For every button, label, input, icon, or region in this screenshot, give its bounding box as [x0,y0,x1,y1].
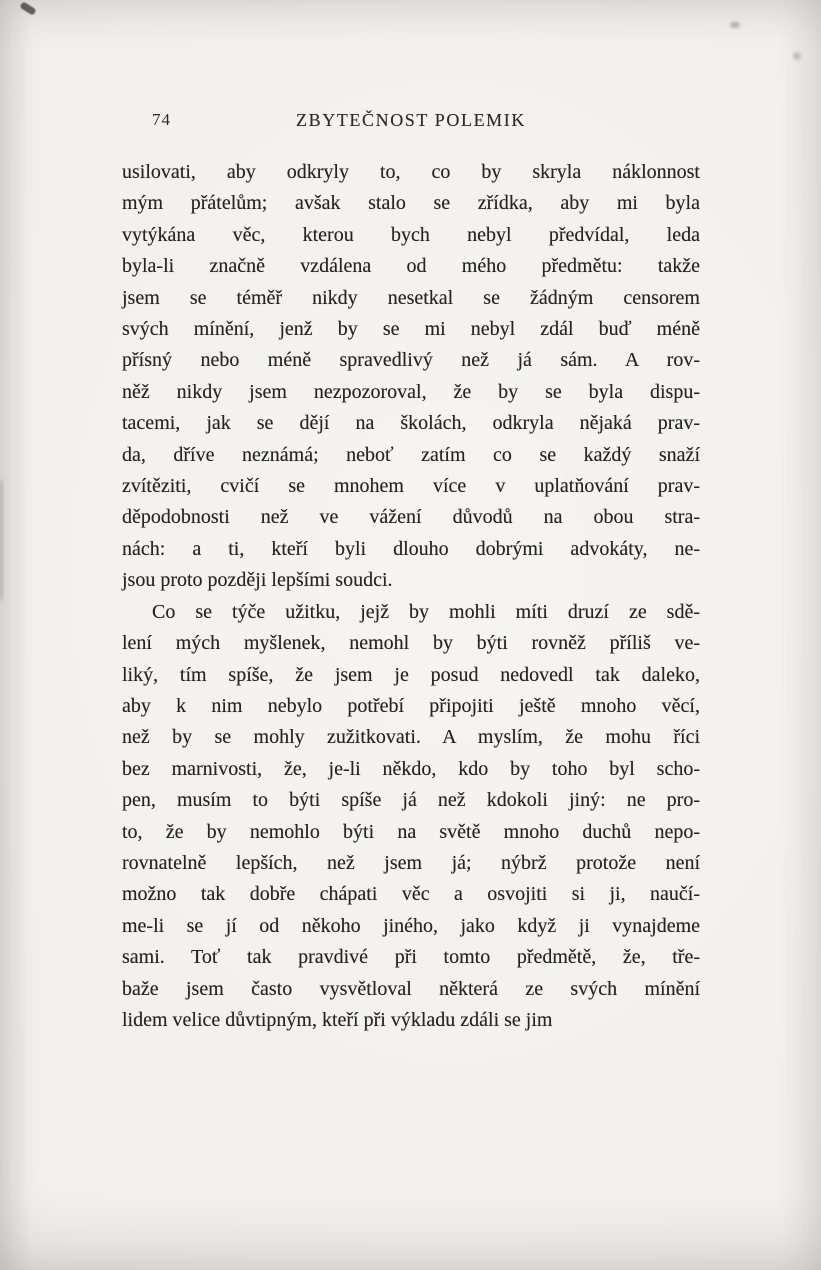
page-number: 74 [152,110,171,129]
text-line: možno tak dobře chápati věc a osvojiti si ji, naučí- [122,883,700,906]
text-line: pen, musím to býti spíše já než kdokoli jiný: ne pro- [122,789,700,812]
scan-artifact-edge [0,480,3,600]
text-line: jsem se téměř nikdy nesetkal se žádným censorem [122,286,700,309]
running-head-title: ZBYTEČNOST POLEMIK [296,110,526,130]
text-line: byla-li značně vzdálena od mého předmětu: takže [122,255,700,278]
running-head [122,110,700,136]
text-line: přísný nebo méně spravedlivý než já sám. A rov- [122,349,700,372]
text-line: svých mínění, jenž by se mi nebyl zdál buď méně [122,318,700,341]
text-line: bez marnivosti, že, je-li někdo, kdo by toho byl scho- [122,757,700,780]
text-line: vytýkána věc, kterou bych nebyl předvídal, leda [122,223,700,246]
text-line: me-li se jí od někoho jiného, jako když ji vynajdeme [122,914,700,937]
text-line: baže jsem často vysvětloval některá ze svých mínění [122,977,700,1000]
scan-artifact-mark [19,1,36,15]
text-line: to, že by nemohlo býti na světě mnoho duchů nepo- [122,820,700,843]
paragraph [122,597,700,1037]
text-line: mým přátelům; avšak stalo se zřídka, aby mi byla [122,192,700,215]
text-line: než by se mohly zužitkovati. A myslím, že mohu říci [122,726,700,749]
text-line: da, dříve neznámá; neboť zatím co se každý snaží [122,443,700,466]
text-line: něž nikdy jsem nezpozoroval, že by se byla dispu- [122,380,700,403]
text-line: lidem velice důvtipným, kteří při výkladu zdáli se jim [122,1008,553,1031]
text-line: aby k nim nebylo potřebí připojiti ještě mnoho věcí, [122,694,700,717]
paragraph [122,157,700,597]
text-line: nách: a ti, kteří byli dlouho dobrými advokáty, ne- [122,537,700,560]
text-line: sami. Toť tak pravdivé při tomto předmětě, že, tře- [122,946,700,969]
scan-artifact-speck [730,22,740,28]
text-line: usilovati, aby odkryly to, co by skryla náklonnost [122,161,700,183]
text-line: rovnatelně lepších, než jsem já; nýbrž protože není [122,851,700,874]
text-line: Co se týče užitku, jejž by mohli míti druzí ze sdě- [152,600,700,623]
text-line: tacemi, jak se dějí na školách, odkryla nějaká prav- [122,412,700,435]
text-block [122,157,700,1036]
text-line: děpodobnosti než ve vážení důvodů na obou stra- [122,506,700,529]
text-line: liký, tím spíše, že jsem je posud nedovedl tak daleko, [122,663,700,686]
text-line: zvítěziti, cvičí se mnohem více v uplatňování prav- [122,475,700,498]
text-line: jsou proto později lepšími soudci. [122,569,393,592]
scan-artifact-speck [793,52,801,60]
text-line: lení mých myšlenek, nemohl by býti rovněž příliš ve- [122,632,700,655]
